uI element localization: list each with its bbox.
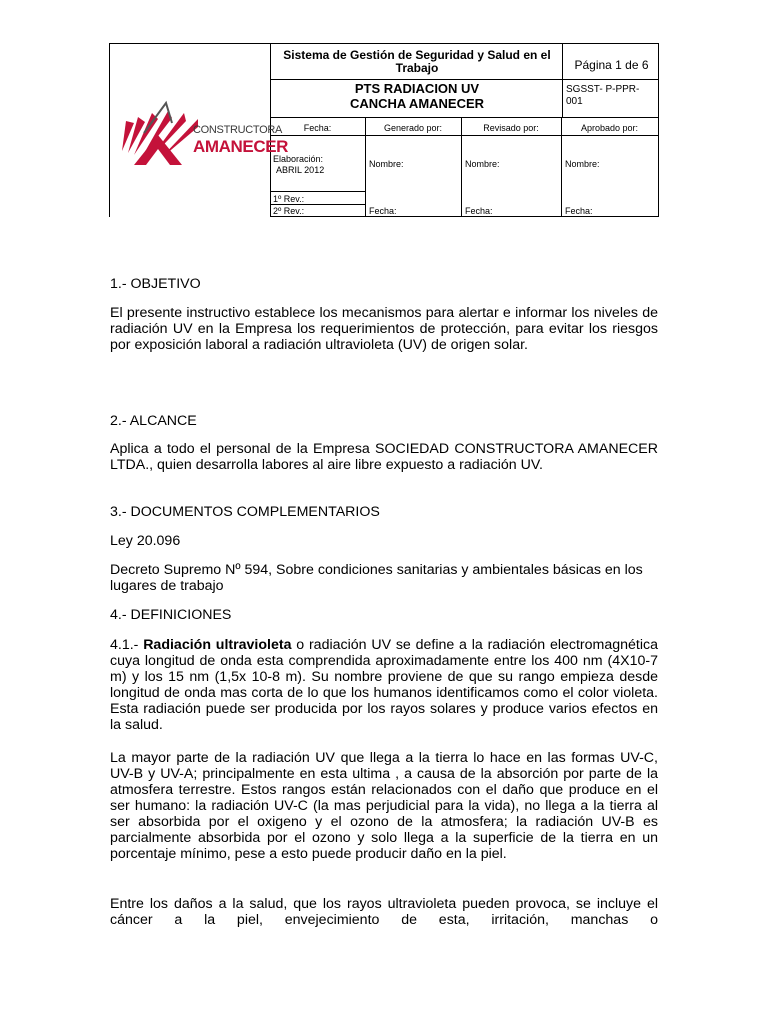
document-code: SGSST- P-PPR-001	[566, 84, 640, 107]
document-title	[272, 81, 562, 111]
elaboracion-label: Elaboración:	[273, 154, 324, 164]
nombre-aprobado: Nombre:	[565, 159, 600, 169]
nombre-generado: Nombre:	[369, 159, 404, 169]
column-header-generado: Generado por:	[383, 123, 443, 133]
paragraph-alcance: Aplica a todo el personal de la Empresa SOCIEDAD CONSTRUCTORA AMANECER LTDA., quien desarrolla labores al aire libre expuesto a radiación UV.	[110, 441, 658, 473]
heading-definiciones: 4.- DEFINICIONES	[110, 607, 232, 623]
definition-number: 4.1.-	[110, 637, 139, 653]
column-header-fecha: Fecha:	[303, 123, 332, 133]
definition-text: o radiación UV se define a la radiación electromagnética cuya longitud de onda esta comprendida aproximadamente entre los 400 nm (4X10-7 m) y los 15 nm (1,5x 10-8 m). Su nombre proviene de que su rango empieza desde longitud de onda mas corta de lo que los humanos identificamos como el color violeta. Esta radiación puede ser producida por los rayos solares y produce varios efectos en la salud.	[110, 637, 658, 733]
revision-1: 1º Rev.:	[273, 194, 305, 204]
nombre-revisado: Nombre:	[465, 159, 500, 169]
paragraph-formas-uv: La mayor parte de la radiación UV que llega a la tierra lo hace en las formas UV-C, UV-B y UV-A; principalmente en esta ultima , a causa de la absorción por parte de la atmosfera terrestre. Estos rangos están relacionados con el daño que produce en el ser humano: la radiación UV-C (la mas perjudicial para la vida), no llega a la tierra al ser absorbida por el oxigeno y el ozono de la atmosfera; la radiación UV-B es parcialmente absorbida por el ozono y solo llega a la superficie de la tierra en un porcentaje mínimo, pese a esto puede producir daño en la piel.	[110, 750, 658, 862]
fecha-aprobado: Fecha:	[565, 206, 593, 216]
revision-2: 2º Rev.:	[273, 206, 305, 216]
page-indicator: Página 1 de 6	[574, 58, 649, 72]
logo-text-constructora: CONSTRUCTORA	[193, 124, 283, 136]
fecha-revisado: Fecha:	[465, 206, 493, 216]
heading-alcance: 2.- ALCANCE	[110, 413, 197, 429]
company-logo	[114, 73, 289, 173]
fecha-generado: Fecha:	[369, 206, 397, 216]
document-title-line1: PTS RADIACION UV	[354, 81, 480, 96]
elaboracion-date: ABRIL 2012	[276, 165, 325, 175]
system-title: Sistema de Gestión de Seguridad y Salud en el Trabajo	[283, 48, 551, 75]
logo-text-amanecer: AMANECER	[193, 137, 289, 156]
heading-objetivo: 1.- OBJETIVO	[110, 276, 201, 292]
logo-sunburst-icon	[114, 73, 270, 173]
documento-decreto: Decreto Supremo Nº 594, Sobre condiciones sanitarias y ambientales básicas en los lugares de trabajo	[110, 562, 643, 594]
paragraph-objetivo: El presente instructivo establece los mecanismos para alertar e informar los niveles de radiación UV en la Empresa los requerimientos de protección, para evitar los riesgos por exposición laboral a radiación ultravioleta (UV) de origen solar.	[110, 305, 658, 353]
paragraph-definicion-uv	[110, 637, 658, 733]
column-header-revisado: Revisado por:	[483, 123, 539, 133]
documento-ley: Ley 20.096	[110, 533, 181, 549]
definition-term: Radiación ultravioleta	[143, 637, 292, 653]
document-header-table	[109, 43, 659, 217]
column-header-aprobado: Aprobado por:	[580, 123, 639, 133]
document-title-line2: CANCHA AMANECER	[349, 96, 485, 111]
heading-documentos: 3.- DOCUMENTOS COMPLEMENTARIOS	[110, 504, 380, 520]
paragraph-danos-salud: Entre los daños a la salud, que los rayos ultravioleta pueden provoca, se incluye el cáncer a la piel, envejecimiento de esta, irritación, manchas o	[110, 896, 658, 928]
